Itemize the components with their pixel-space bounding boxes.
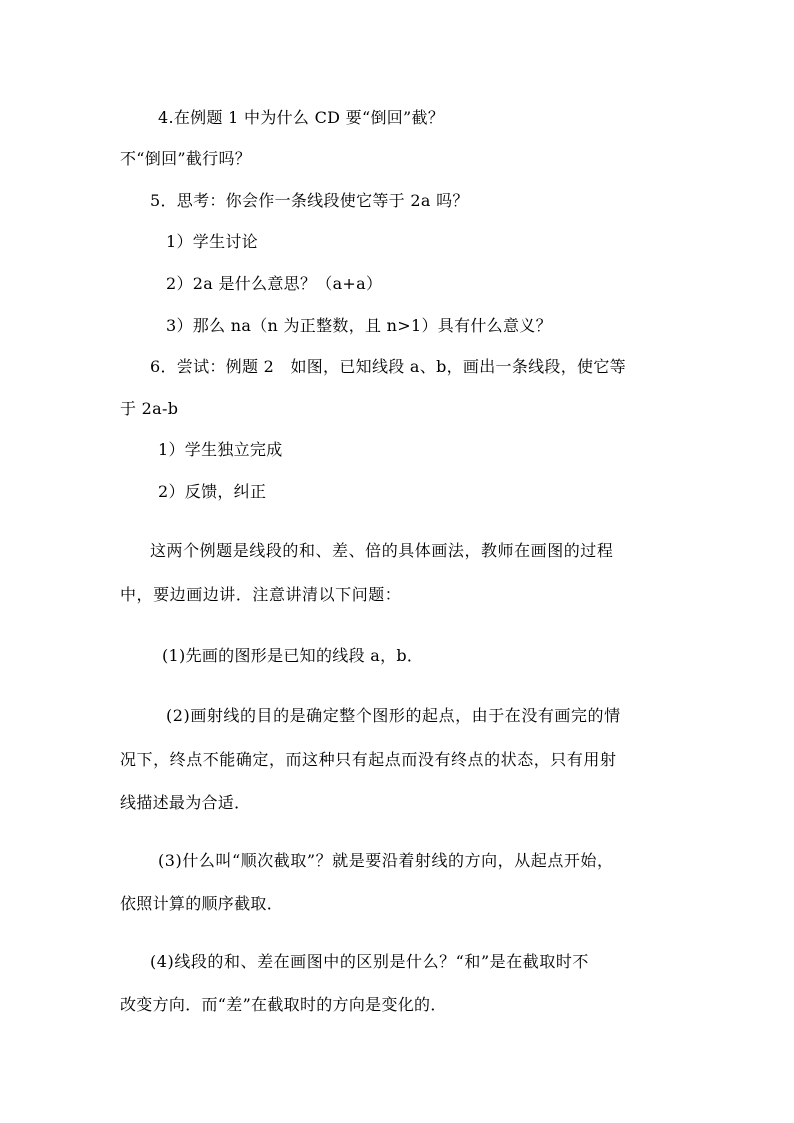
question-5-step-2: 2）2a 是什么意思？（a+a） — [166, 274, 383, 293]
point-4-line-1: (4)线段的和、差在画图中的区别是什么？“和”是在截取时不 — [150, 952, 589, 971]
point-1: (1)先画的图形是已知的线段 a，b． — [162, 646, 424, 665]
question-6-line-2: 于 2a-b — [120, 399, 179, 418]
point-3-line-2: 依照计算的顺序截取． — [120, 894, 284, 913]
explanation-line-1: 这两个例题是线段的和、差、倍的具体画法，教师在画图的过程 — [150, 541, 614, 560]
point-2-line-2: 况下，终点不能确定，而这种只有起点而没有终点的状态，只有用射 — [120, 750, 617, 769]
point-2-line-1: (2)画射线的目的是确定整个图形的起点，由于在没有画完的情 — [166, 706, 621, 725]
explanation-line-2: 中，要边画边讲．注意讲清以下问题： — [120, 585, 402, 604]
question-5: 5．思考：你会作一条线段使它等于 2a 吗？ — [150, 191, 469, 210]
point-3-line-1: (3)什么叫“顺次截取”？就是要沿着射线的方向，从起点开始， — [158, 851, 614, 870]
question-4-line-1: 4.在例题 1 中为什么 CD 要“倒回”截？ — [158, 108, 445, 127]
question-5-step-1: 1）学生讨论 — [166, 232, 258, 251]
point-4-line-2: 改变方向．而“差”在截取时的方向是变化的． — [120, 995, 447, 1014]
question-6-line-1: 6．尝试：例题 2 如图，已知线段 a、b，画出一条线段，使它等 — [150, 357, 626, 376]
question-5-step-3: 3）那么 na（n 为正整数，且 n>1）具有什么意义？ — [166, 316, 552, 335]
question-6-step-2: 2）反馈，纠正 — [158, 482, 267, 501]
question-4-line-2: 不“倒回”截行吗？ — [120, 149, 252, 168]
point-2-line-3: 线描述最为合适． — [120, 793, 251, 812]
question-6-step-1: 1）学生独立完成 — [158, 440, 283, 459]
